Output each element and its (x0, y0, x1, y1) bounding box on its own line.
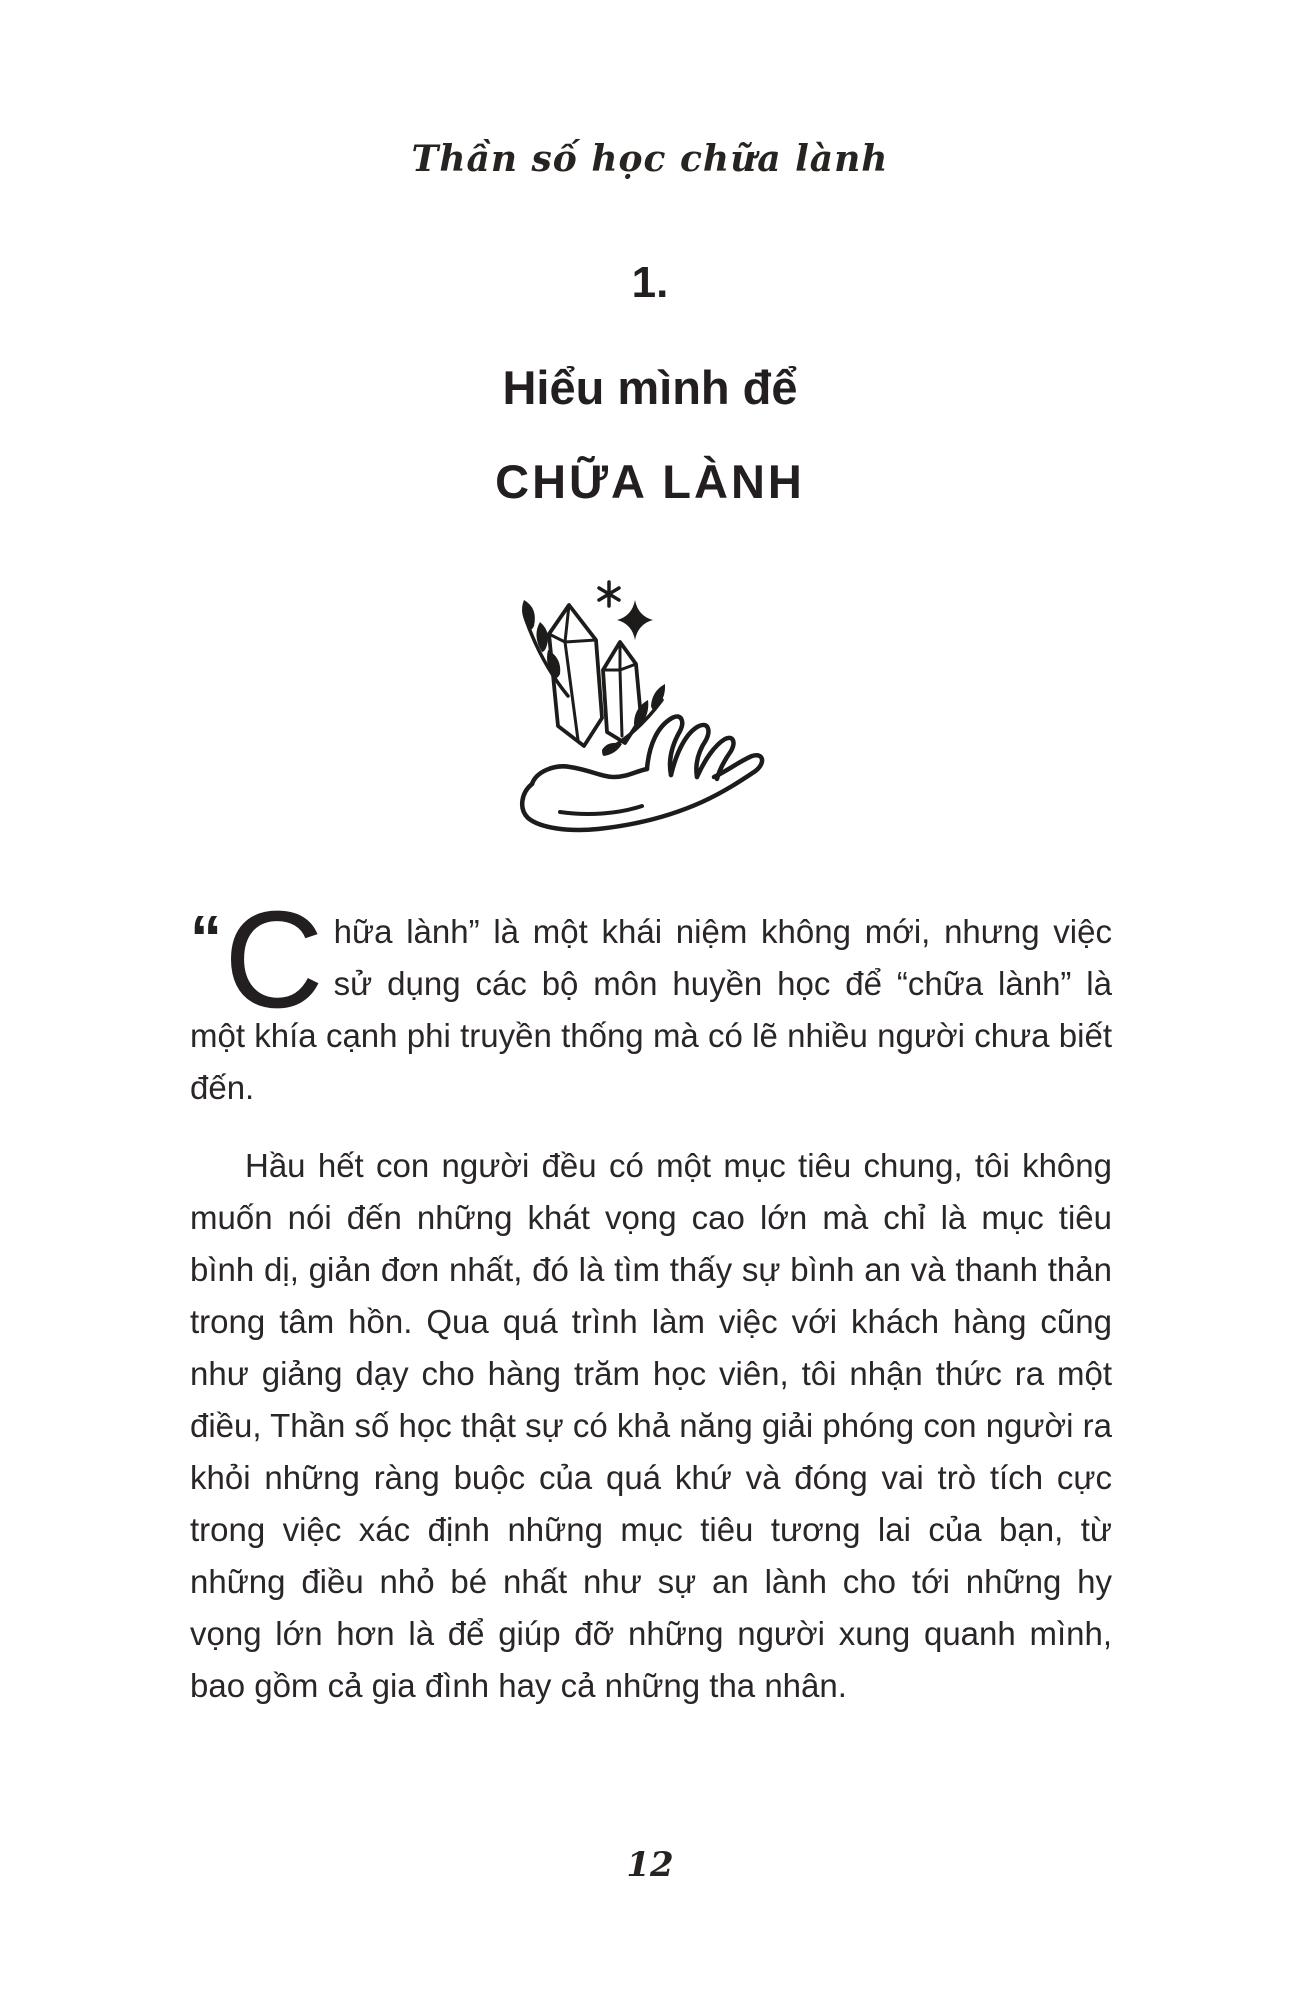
drop-cap (190, 883, 324, 1037)
chapter-title-line2: CHỮA LÀNH (495, 455, 805, 508)
page-number: 12 (626, 1845, 674, 1885)
hand-holding-crystals-illustration (508, 580, 778, 836)
paragraph (190, 883, 1112, 1114)
paragraph-text: hữa lành” là một khái niệm không mới, nhưng việc sử dụng các bộ môn huyền học để “chữa lành” là một khía cạnh phi truyền thống mà có lẽ nhiều người chưa biết đến. (190, 913, 1112, 1106)
drop-cap-letter: C (224, 883, 324, 1037)
chapter-number: 1. (631, 258, 669, 307)
paragraph: Hầu hết con người đều có một mục tiêu chung, tôi không muốn nói đến những khát vọng cao lớn mà chỉ là mục tiêu bình dị, giản đơn nhất, đó là tìm thấy sự bình an và thanh thản trong tâm hồn. Qua quá trình làm việc với khách hàng cũng như giảng dạy cho hàng trăm học viên, tôi nhận thức ra một điều, Thần số học thật sự có khả năng giải phóng con người ra khỏi những ràng buộc của quá khứ và đóng vai trò tích cực trong việc xác định những mục tiêu tương lai của bạn, từ những điều nhỏ bé nhất như sự an lành cho tới những hy vọng lớn hơn là để giúp đỡ những người xung quanh mình, bao gồm cả gia đình hay cả những tha nhân. (190, 1147, 1112, 1704)
hand-crystals-svg (508, 580, 778, 836)
chapter-title-line1: Hiểu mình để (502, 361, 798, 414)
leaves-right-icon (602, 684, 665, 756)
hand-icon (522, 716, 762, 830)
body-text (190, 883, 1112, 1712)
running-header: Thần số học chữa lành (411, 138, 889, 180)
open-quote-mark: “ (190, 902, 218, 974)
star-icon (599, 582, 619, 606)
sparkle-icon (617, 600, 653, 640)
